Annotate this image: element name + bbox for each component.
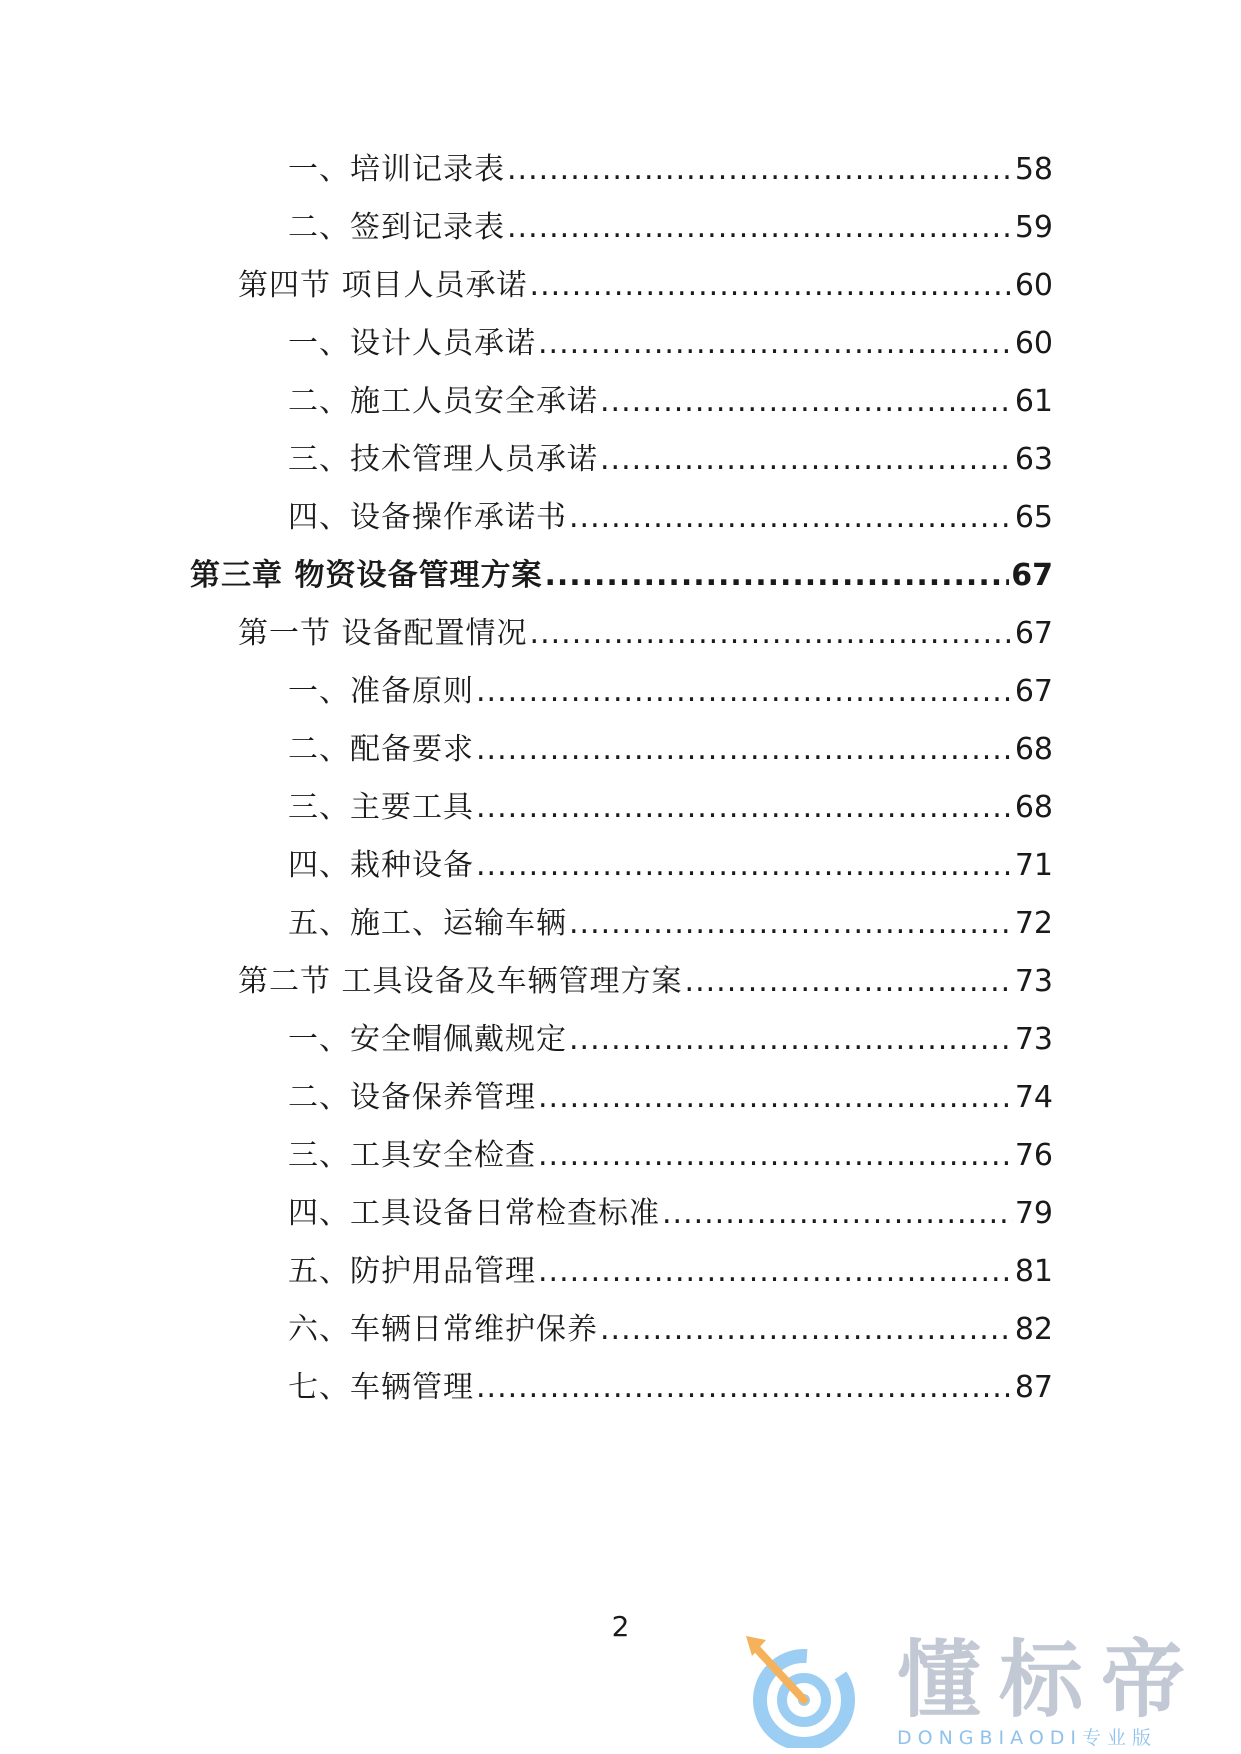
toc-entry-title: 一、准备原则 <box>288 674 474 709</box>
toc-leader-dots <box>507 208 1013 248</box>
toc-entry-title: 五、施工、运输车辆 <box>288 906 567 941</box>
toc-leader-dots <box>538 1252 1013 1292</box>
toc-page-number: 60 <box>1014 268 1053 303</box>
toc-leader-dots <box>662 1194 1013 1234</box>
toc-entry[interactable] <box>238 614 1053 654</box>
brand-subtitle: DONGBIAODI专业版 <box>897 1727 1158 1749</box>
toc-entry[interactable] <box>288 150 1053 190</box>
toc-entry-title: 七、车辆管理 <box>288 1370 474 1405</box>
toc-entry-title: 三、技术管理人员承诺 <box>288 442 598 477</box>
toc-page-number: 60 <box>1014 326 1053 361</box>
toc-leader-dots <box>569 1020 1013 1060</box>
toc-entry[interactable] <box>288 1252 1053 1292</box>
toc-page-number: 87 <box>1014 1370 1053 1405</box>
toc-leader-dots <box>685 962 1013 1002</box>
toc-page-number: 63 <box>1014 442 1053 477</box>
toc-leader-dots <box>476 1368 1013 1408</box>
toc-page-number: 73 <box>1014 1022 1053 1057</box>
toc-leader-dots <box>476 672 1013 712</box>
toc-entry[interactable] <box>288 1310 1053 1350</box>
toc-entry[interactable] <box>288 1078 1053 1118</box>
toc-entry[interactable] <box>288 1136 1053 1176</box>
toc-leader-dots <box>600 440 1013 480</box>
toc-entry-title: 第三章 物资设备管理方案 <box>190 558 543 593</box>
toc-page-number: 76 <box>1014 1138 1053 1173</box>
toc-leader-dots <box>600 1310 1013 1350</box>
toc-entry[interactable] <box>288 208 1053 248</box>
target-arrow-icon <box>742 1630 892 1748</box>
toc-page-number: 71 <box>1014 848 1053 883</box>
toc-entry-title: 一、设计人员承诺 <box>288 326 536 361</box>
toc-page-number: 58 <box>1014 152 1053 187</box>
toc-leader-dots <box>476 846 1013 886</box>
toc-entry[interactable] <box>288 1020 1053 1060</box>
toc-leader-dots <box>600 382 1013 422</box>
toc-leader-dots <box>538 1136 1013 1176</box>
toc-page-number: 59 <box>1014 210 1053 245</box>
brand-watermark <box>742 1630 1232 1748</box>
toc-page-number: 67 <box>1014 616 1053 651</box>
toc-entry-title: 第一节 设备配置情况 <box>238 616 528 651</box>
toc-entry[interactable] <box>288 324 1053 364</box>
toc-entry-title: 四、栽种设备 <box>288 848 474 883</box>
toc-entry-title: 一、培训记录表 <box>288 152 505 187</box>
toc-entry[interactable] <box>238 962 1053 1002</box>
toc-page-number: 74 <box>1014 1080 1053 1115</box>
toc-entry-title: 二、设备保养管理 <box>288 1080 536 1115</box>
toc-entry[interactable] <box>238 266 1053 306</box>
toc-leader-dots <box>530 614 1013 654</box>
toc-leader-dots <box>507 150 1013 190</box>
toc-entry[interactable] <box>288 904 1053 944</box>
toc-page-number: 61 <box>1014 384 1053 419</box>
toc-leader-dots <box>476 730 1013 770</box>
toc-entry-title: 二、签到记录表 <box>288 210 505 245</box>
toc-entry-title: 六、车辆日常维护保养 <box>288 1312 598 1347</box>
toc-leader-dots <box>544 556 1009 596</box>
toc-entry[interactable] <box>288 730 1053 770</box>
toc-leader-dots <box>530 266 1013 306</box>
toc-leader-dots <box>569 498 1013 538</box>
toc-page-number: 68 <box>1014 790 1053 825</box>
toc-entry-title: 第二节 工具设备及车辆管理方案 <box>238 964 683 999</box>
toc-page-number: 82 <box>1014 1312 1053 1347</box>
toc-entry[interactable] <box>288 440 1053 480</box>
toc-entry[interactable] <box>288 498 1053 538</box>
toc-entry[interactable] <box>288 1194 1053 1234</box>
toc-leader-dots <box>538 324 1013 364</box>
toc-entry-title: 第四节 项目人员承诺 <box>238 268 528 303</box>
toc-page-number: 68 <box>1014 732 1053 767</box>
toc-page-number: 65 <box>1014 500 1053 535</box>
toc-entry-title: 五、防护用品管理 <box>288 1254 536 1289</box>
toc-entry[interactable] <box>288 846 1053 886</box>
toc-page-number: 67 <box>1011 558 1053 593</box>
toc-entry-title: 三、工具安全检查 <box>288 1138 536 1173</box>
toc-leader-dots <box>538 1078 1013 1118</box>
toc-leader-dots <box>569 904 1013 944</box>
toc-entry[interactable] <box>288 382 1053 422</box>
toc-entry-title: 二、配备要求 <box>288 732 474 767</box>
toc-page-number: 72 <box>1014 906 1053 941</box>
toc-entry-title: 四、设备操作承诺书 <box>288 500 567 535</box>
brand-name: 懂标帝 <box>897 1631 1204 1729</box>
toc-page-number: 79 <box>1014 1196 1053 1231</box>
toc-entry-chapter[interactable] <box>190 556 1053 596</box>
toc-entry[interactable] <box>288 1368 1053 1408</box>
page-number: 2 <box>611 1610 630 1643</box>
toc-entry-title: 三、主要工具 <box>288 790 474 825</box>
toc-entry-title: 四、工具设备日常检查标准 <box>288 1196 660 1231</box>
toc-entry-title: 二、施工人员安全承诺 <box>288 384 598 419</box>
toc-page-number: 67 <box>1014 674 1053 709</box>
toc-entry[interactable] <box>288 672 1053 712</box>
toc-entry[interactable] <box>288 788 1053 828</box>
toc-leader-dots <box>476 788 1013 828</box>
toc-page-number: 73 <box>1014 964 1053 999</box>
toc-entry-title: 一、安全帽佩戴规定 <box>288 1022 567 1057</box>
toc-page-number: 81 <box>1014 1254 1053 1289</box>
